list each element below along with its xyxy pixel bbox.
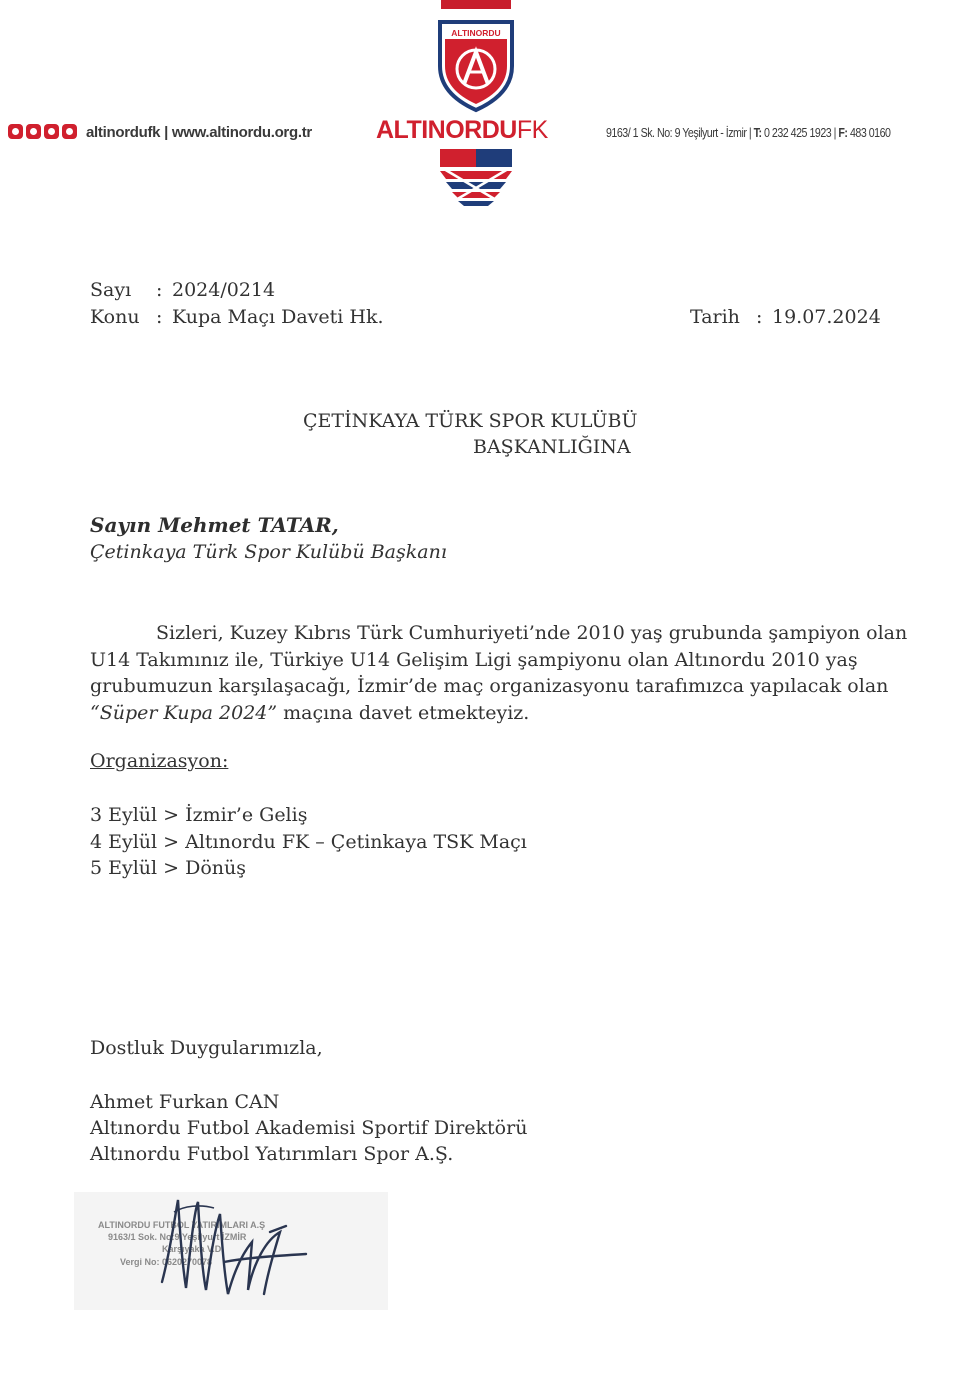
company-stamp-with-signature bbox=[74, 1192, 388, 1310]
facebook-icon[interactable] bbox=[8, 124, 23, 139]
club-crest-logo bbox=[432, 14, 520, 114]
subject-row: Konu : Kupa Maçı Daveti Hk. bbox=[90, 306, 384, 328]
twitter-icon[interactable] bbox=[26, 124, 41, 139]
konu-label: Konu bbox=[90, 306, 140, 328]
recipient-line-2: BAŞKANLIĞINA bbox=[473, 436, 631, 458]
tarih-value: 19.07.2024 bbox=[772, 306, 881, 328]
schedule-item: 4 Eylül > Altınordu FK – Çetinkaya TSK Maçı bbox=[90, 830, 527, 853]
salutation-name: Sayın Mehmet TATAR, bbox=[90, 513, 339, 537]
tarih-label: Tarih bbox=[690, 306, 740, 328]
konu-value: Kupa Maçı Daveti Hk. bbox=[172, 306, 384, 328]
schedule-item: 5 Eylül > Dönüş bbox=[90, 857, 247, 879]
signer-name: Ahmet Furkan CAN bbox=[90, 1091, 280, 1113]
schedule-list bbox=[90, 802, 527, 882]
recipient-line-1: ÇETİNKAYA TÜRK SPOR KULÜBÜ bbox=[303, 410, 638, 432]
salutation-title: Çetinkaya Türk Spor Kulübü Başkanı bbox=[90, 541, 447, 563]
stripe-graphic bbox=[440, 149, 512, 211]
club-address: 9163/ 1 Sk. No: 9 Yeşilyurt - İzmir | T: 0 232 425 1923 | F: 483 0160 bbox=[606, 125, 891, 140]
schedule-item: 3 Eylül > İzmir’e Geliş bbox=[90, 804, 308, 826]
sayi-value: 2024/0214 bbox=[172, 279, 276, 301]
social-icons bbox=[8, 124, 77, 139]
date-row: Tarih : 19.07.2024 bbox=[690, 306, 881, 328]
sayi-label: Sayı bbox=[90, 279, 132, 301]
svg-text:ALTINORDU FUTBOL YATIRIMLARI A: ALTINORDU FUTBOL YATIRIMLARI A.Ş bbox=[98, 1220, 266, 1230]
svg-text:Karşıyaka V.D.: Karşıyaka V.D. bbox=[162, 1244, 224, 1254]
event-name: “Süper Kupa 2024” bbox=[90, 701, 278, 724]
signature-image bbox=[74, 1192, 388, 1310]
instagram-icon[interactable] bbox=[44, 124, 59, 139]
closing-text: Dostluk Duygularımızla, bbox=[90, 1037, 323, 1059]
signer-title-1: Altınordu Futbol Akademisi Sportif Direktörü bbox=[90, 1117, 528, 1139]
organization-heading: Organizasyon: bbox=[90, 750, 229, 772]
body-paragraph: Sizleri, Kuzey Kıbrıs Türk Cumhuriyeti’nde 2010 yaş grubunda şampiyon olan U14 Takımınız ile, Türkiye U14 Gelişim Ligi şampiyonu olan Altınordu 2010 yaş grubumuzun karşılaşacağı, İzmir’de maç organizasyonu tarafımızca yapılacak olan “Süper Kupa 2024” maçına davet etmekteyiz. bbox=[90, 622, 908, 724]
reference-number-row: Sayı : 2024/0214 bbox=[90, 279, 276, 301]
signer-title-2: Altınordu Futbol Yatırımları Spor A.Ş. bbox=[90, 1143, 454, 1165]
svg-text:Vergi No: 0620270078: Vergi No: 0620270078 bbox=[120, 1257, 213, 1267]
crest-top-bar bbox=[441, 0, 511, 9]
brand-wordmark: ALTINORDUFK bbox=[376, 116, 548, 144]
youtube-icon[interactable] bbox=[62, 124, 77, 139]
svg-text:ALTINORDU: ALTINORDU bbox=[451, 28, 501, 38]
svg-text:9163/1 Sok. No:9 Yeşilyurt İZM: 9163/1 Sok. No:9 Yeşilyurt İZMİR bbox=[108, 1232, 247, 1242]
signer-block bbox=[90, 1089, 527, 1167]
social-handle[interactable]: altinordufk | www.altinordu.org.tr bbox=[86, 124, 312, 141]
